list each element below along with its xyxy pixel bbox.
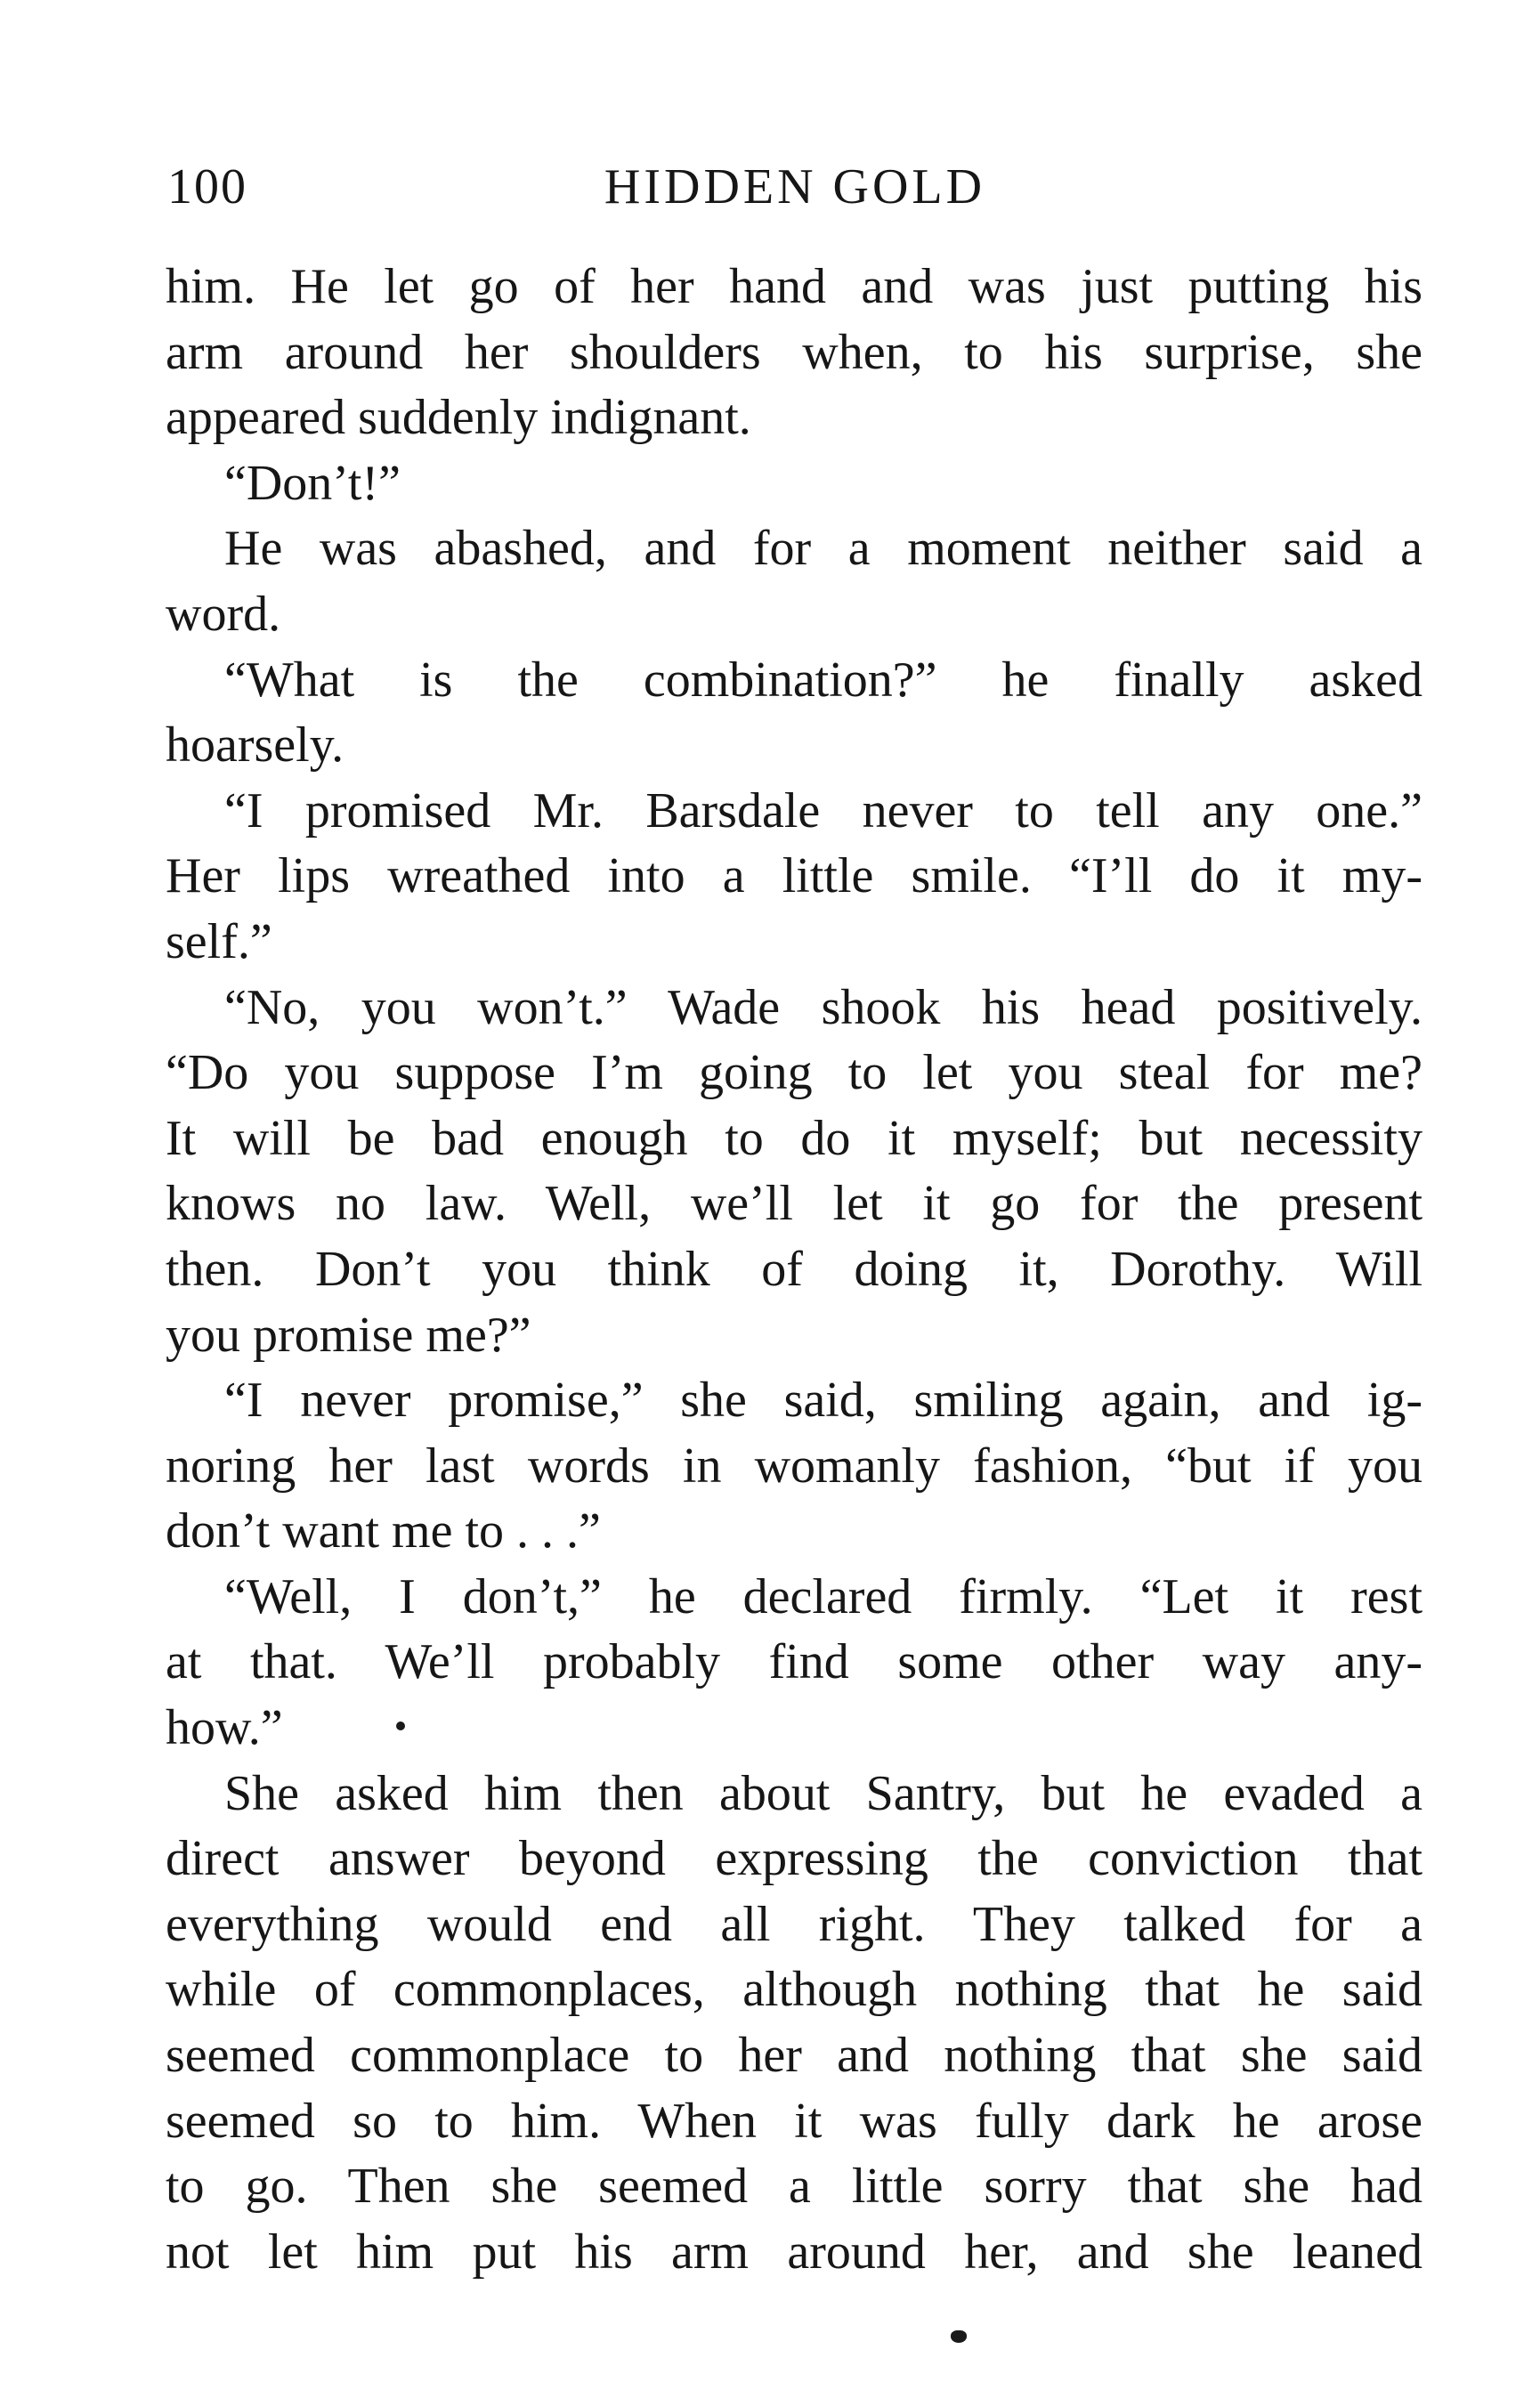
text-line: how.” — [166, 1700, 283, 1756]
body-text — [166, 255, 1422, 2285]
text-line: him. He let go of her hand and was just putting his — [166, 259, 1422, 314]
text-line: to go. Then she seemed a little sorry that she had — [166, 2159, 1422, 2215]
text-line: knows no law. Well, we’ll let it go for the present — [166, 1176, 1422, 1232]
text-line: at that. We’ll probably find some other way any- — [166, 1634, 1422, 1690]
text-line: arm around her shoulders when, to his surprise, she — [166, 324, 1422, 380]
running-title: HIDDEN GOLD — [604, 159, 986, 215]
text-line: not let him put his arm around her, and she leaned — [166, 2224, 1422, 2280]
text-line: seemed so to him. When it was fully dark he arose — [166, 2093, 1422, 2149]
text-line: while of commonplaces, although nothing that he said — [166, 1962, 1422, 2018]
text-line: “I promised Mr. Barsdale never to tell any one.” — [224, 782, 1422, 838]
text-line: He was abashed, and for a moment neither said a — [224, 521, 1422, 577]
text-line: hoarsely. — [166, 717, 344, 774]
footer-ornament — [951, 2330, 967, 2343]
text-line: don’t want me to . . .” — [166, 1503, 601, 1560]
text-line: “I never promise,” she said, smiling again, and ig- — [224, 1373, 1422, 1429]
print-speck — [396, 1722, 405, 1730]
text-line: seemed commonplace to her and nothing that she said — [166, 2028, 1422, 2084]
text-line: everything would end all right. They talked for a — [166, 1896, 1422, 1952]
text-line: “Do you suppose I’m going to let you steal for me? — [166, 1045, 1422, 1101]
text-line: She asked him then about Santry, but he evaded a — [224, 1765, 1422, 1821]
text-line: direct answer beyond expressing the conviction that — [166, 1831, 1422, 1887]
text-line: It will be bad enough to do it myself; but necessity — [166, 1110, 1422, 1166]
text-line: word. — [166, 586, 281, 642]
text-line: “Well, I don’t,” he declared firmly. “Let it rest — [224, 1568, 1422, 1624]
text-line: you promise me?” — [166, 1307, 531, 1363]
text-line: self.” — [166, 913, 272, 969]
text-line: “Don’t!” — [224, 455, 401, 511]
text-line: “What is the combination?” he finally asked — [224, 652, 1422, 708]
page-header — [167, 158, 1422, 221]
page-number: 100 — [167, 159, 247, 215]
text-line: then. Don’t you think of doing it, Dorothy. Will — [166, 1241, 1422, 1297]
text-line: noring her last words in womanly fashion, “but if you — [166, 1438, 1422, 1494]
text-line: Her lips wreathed into a little smile. “I’ll do it my- — [166, 848, 1422, 904]
text-line: appeared suddenly indignant. — [166, 390, 751, 446]
text-line: “No, you won’t.” Wade shook his head positively. — [224, 979, 1422, 1035]
